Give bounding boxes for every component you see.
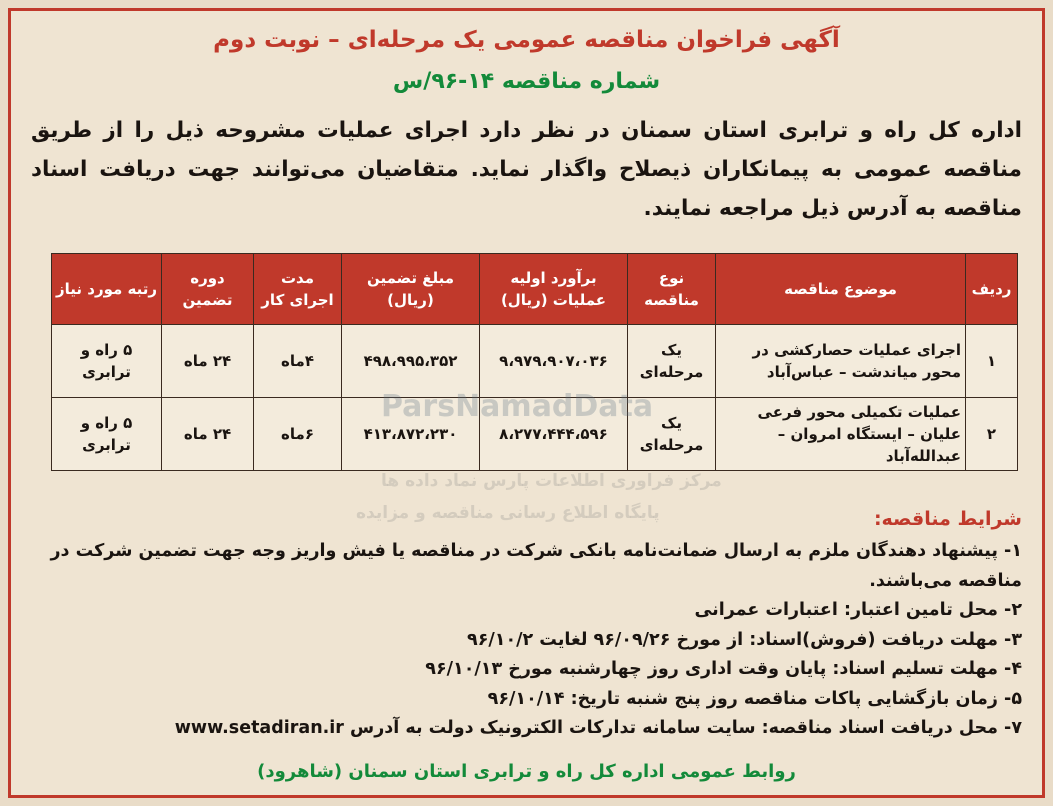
table-row: [52, 398, 1018, 471]
setadiran-link[interactable]: www.setadiran.ir: [174, 718, 344, 738]
tender-notice: [8, 8, 1045, 798]
condition-item: ۲- محل تامین اعتبار: اعتبارات عمرانی: [694, 600, 1022, 620]
col-header-row: ردیف: [966, 254, 1018, 325]
cell-guarantee: ۴۱۳،۸۷۲،۲۳۰: [342, 398, 480, 471]
cell-rank: ۵ راه و ترابری: [52, 398, 162, 471]
table-header-row: [52, 254, 1018, 325]
watermark-line1: مرکز فراوری اطلاعات پارس نماد داده ها: [381, 471, 722, 491]
col-header-duration: مدت اجرای کار: [254, 254, 342, 325]
intro-paragraph: اداره کل راه و ترابری استان سمنان در نظر دارد اجرای عملیات مشروحه ذیل را از طریق مناقصه عمومی به پیمانکاران ذیصلاح واگذار نماید. متقاضیان می‌توانند جهت دریافت اسناد مناقصه به آدرس ذیل مراجعه نمایند.: [31, 118, 1022, 221]
cell-type: یک مرحله‌ای: [628, 325, 716, 398]
col-header-rank: رتبه مورد نیاز: [52, 254, 162, 325]
cell-duration: ۶ماه: [254, 398, 342, 471]
cell-estimate: ۹،۹۷۹،۹۰۷،۰۳۶: [480, 325, 628, 398]
cell-guarantee-period: ۲۴ ماه: [162, 398, 254, 471]
tender-table: [51, 253, 1018, 471]
conditions-list: [31, 537, 1022, 744]
condition-item: ۴- مهلت تسلیم اسناد: پایان وقت اداری روز چهارشنبه مورخ ۹۶/۱۰/۱۳: [425, 659, 1022, 679]
col-header-guarantee: مبلغ تضمین (ریال): [342, 254, 480, 325]
table-row: [52, 325, 1018, 398]
cell-duration: ۴ماه: [254, 325, 342, 398]
cell-guarantee: ۴۹۸،۹۹۵،۳۵۲: [342, 325, 480, 398]
col-header-subject: موضوع مناقصه: [716, 254, 966, 325]
condition-item: ۳- مهلت دریافت (فروش)اسناد: از مورخ ۹۶/۰۹/۲۶ لغایت ۹۶/۱۰/۲: [467, 629, 1022, 650]
condition-item-text: ۷- محل دریافت اسناد مناقصه: سایت سامانه تدارکات الکترونیک دولت به آدرس: [350, 718, 1022, 738]
cell-guarantee-period: ۲۴ ماه: [162, 325, 254, 398]
col-header-type: نوع مناقصه: [628, 254, 716, 325]
condition-item-address: [31, 714, 1022, 744]
cell-row: ۱: [966, 325, 1018, 398]
cell-subject: عملیات تکمیلی محور فرعی علیان – ایستگاه امروان – عبدالله‌آباد: [716, 398, 966, 471]
tender-number: شماره مناقصه ۱۴-۹۶/س: [392, 69, 661, 94]
condition-item: ۱- پیشنهاد دهندگان ملزم به ارسال ضمانت‌نامه بانکی شرکت در مناقصه یا فیش واریز وجه جهت تضمین شرکت در مناقصه می‌باشند.: [50, 541, 1022, 591]
col-header-guarantee-period: دوره تضمین: [162, 254, 254, 325]
conditions-title: شرایط مناقصه:: [873, 508, 1022, 530]
cell-subject: اجرای عملیات حصارکشی در محور میاندشت – عباس‌آباد: [716, 325, 966, 398]
notice-title: آگهی فراخوان مناقصه عمومی یک مرحله‌ای – نوبت دوم: [213, 27, 840, 53]
col-header-estimate: برآورد اولیه عملیات (ریال): [480, 254, 628, 325]
footer-public-relations: روابط عمومی اداره کل راه و ترابری استان سمنان (شاهرود): [257, 761, 796, 782]
watermark-line2: پایگاه اطلاع رسانی مناقصه و مزایده: [356, 503, 660, 523]
cell-rank: ۵ راه و ترابری: [52, 325, 162, 398]
cell-estimate: ۸،۲۷۷،۴۴۴،۵۹۶: [480, 398, 628, 471]
cell-row: ۲: [966, 398, 1018, 471]
watermark-brand: ParsNamadData: [381, 389, 654, 424]
condition-item: ۵- زمان بازگشایی پاکات مناقصه روز پنج شنبه تاریخ: ۹۶/۱۰/۱۴: [487, 688, 1022, 709]
cell-type: یک مرحله‌ای: [628, 398, 716, 471]
